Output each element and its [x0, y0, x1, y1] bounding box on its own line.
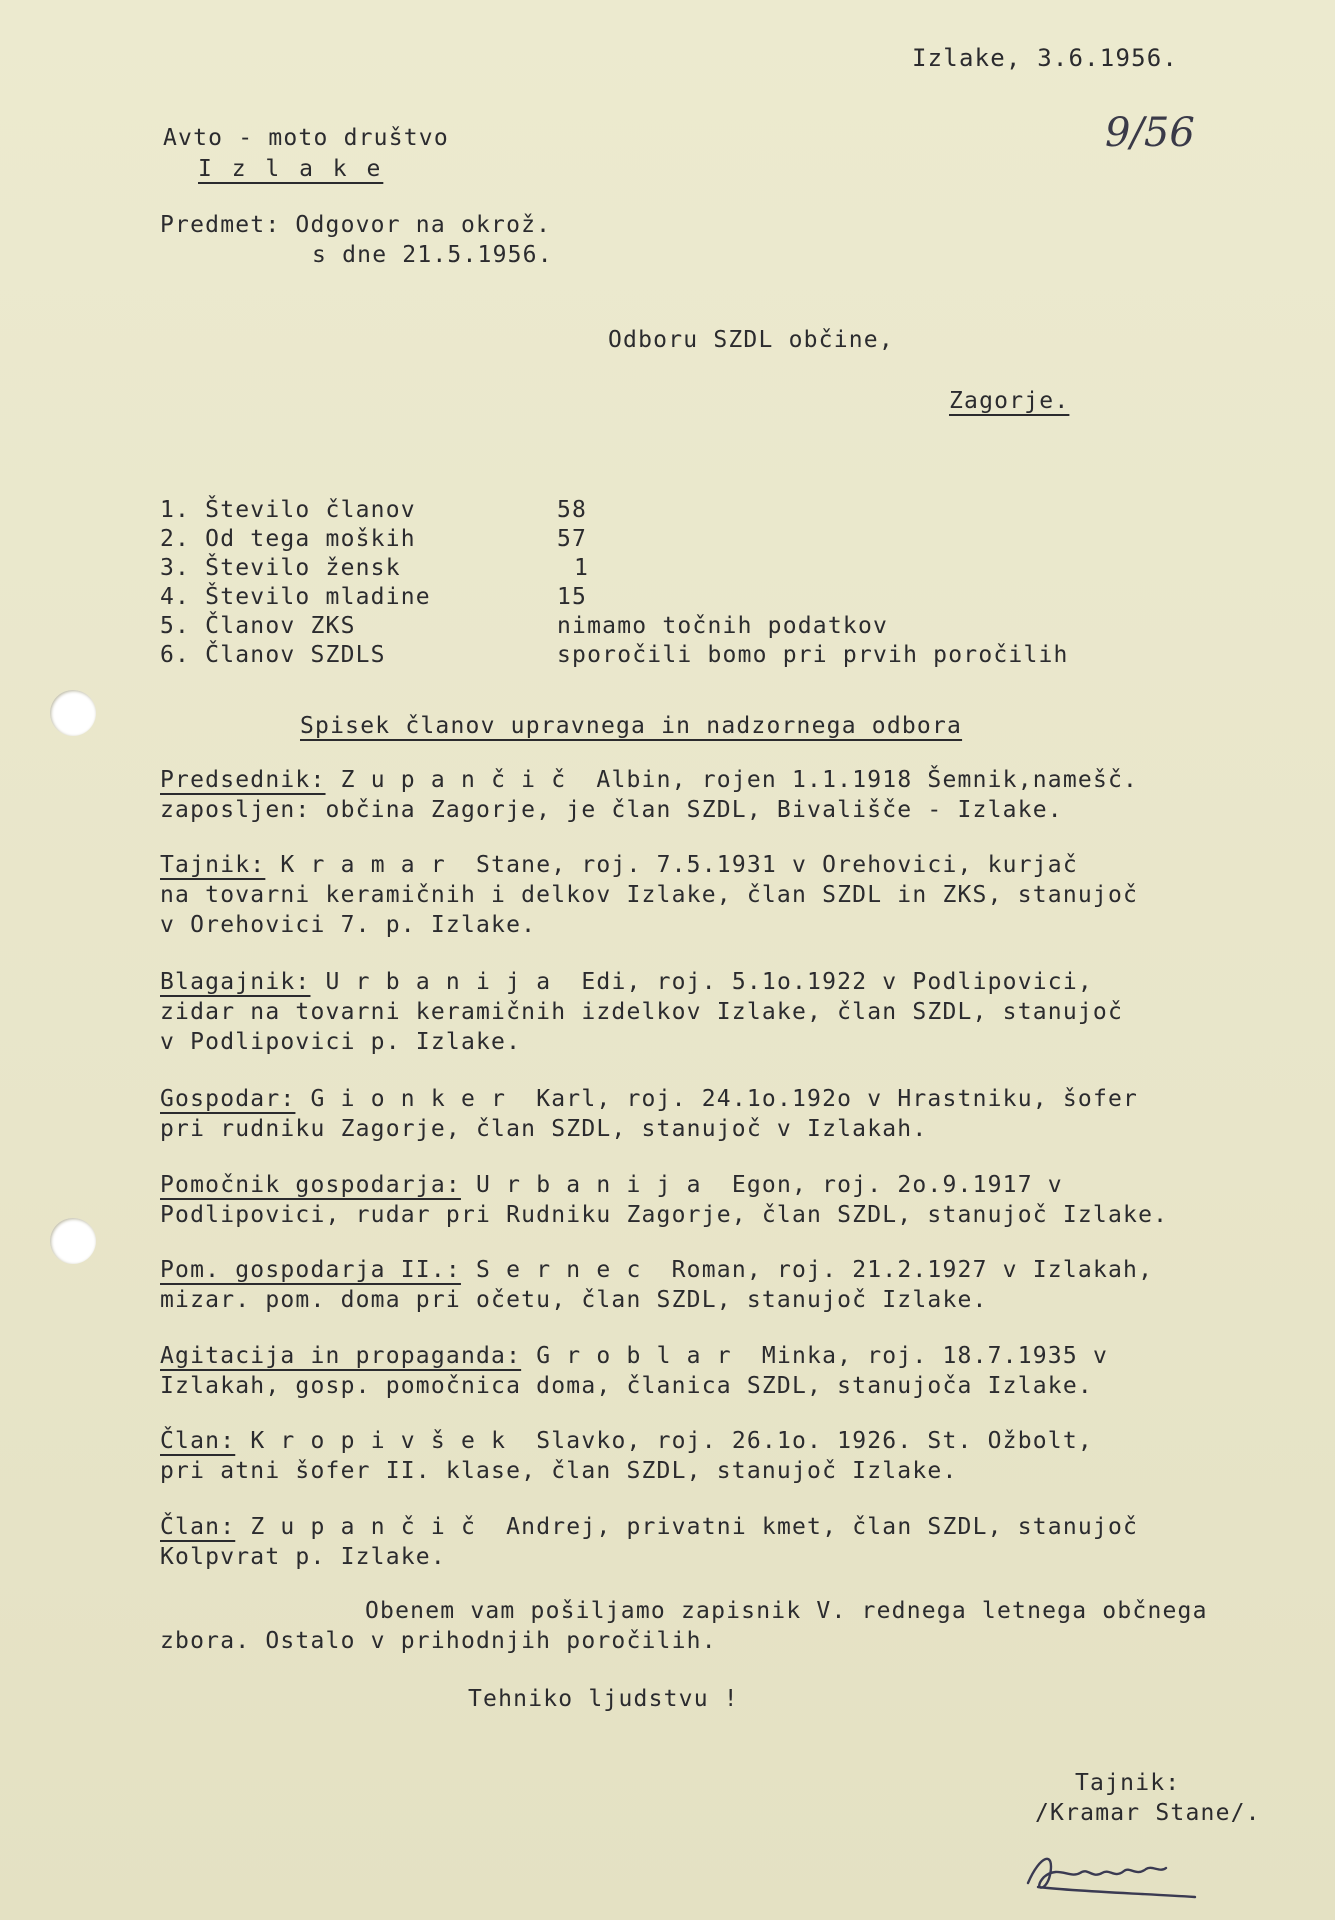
member-entry: [160, 1170, 1320, 1230]
stat-value: sporočili bomo pri prvih poročilih: [557, 642, 1069, 668]
member-entry: [160, 850, 1320, 940]
member-role: Pomočnik gospodarja:: [160, 1172, 461, 1198]
stat-label: 4. Število mladine: [160, 584, 431, 610]
stat-label: 3. Število žensk: [160, 555, 401, 581]
punch-hole: [50, 690, 96, 736]
member-entry: [160, 967, 1320, 1057]
member-line: pri rudniku Zagorje, član SZDL, stanujoč v Izlakah.: [160, 1116, 928, 1142]
member-entry: [160, 1084, 1320, 1144]
stat-label: 5. Članov ZKS: [160, 613, 356, 639]
stat-value: 58: [557, 497, 588, 523]
member-line: zaposljen: občina Zagorje, je član SZDL, Bivališče - Izlake.: [160, 797, 1063, 823]
member-line: pri atni šofer II. klase, član SZDL, stanujoč Izlake.: [160, 1458, 958, 1484]
member-line: G r o b l a r Minka, roj. 18.7.1935 v: [536, 1343, 1108, 1369]
stat-value: 15: [557, 584, 588, 610]
member-role: Gospodar:: [160, 1086, 296, 1112]
member-role: Agitacija in propaganda:: [160, 1343, 522, 1369]
member-line: v Orehovici 7. p. Izlake.: [160, 912, 537, 938]
member-line: K r a m a r Stane, roj. 7.5.1931 v Orehovici, kurjač: [280, 852, 1078, 878]
member-role: Blagajnik:: [160, 969, 311, 995]
member-line: v Podlipovici p. Izlake.: [160, 1029, 522, 1055]
member-line: G i o n k e r Karl, roj. 24.1o.192o v Hrastniku, šofer: [310, 1086, 1139, 1112]
sender-place: I z l a k e: [198, 156, 384, 182]
handwritten-signature: [1010, 1835, 1210, 1905]
member-role: Član:: [160, 1428, 236, 1454]
member-entry: [160, 1426, 1320, 1486]
list-title: Spisek članov upravnega in nadzornega odbora: [300, 713, 963, 739]
member-line: Podlipovici, rudar pri Rudniku Zagorje, član SZDL, stanujoč Izlake.: [160, 1202, 1169, 1228]
stat-label: 1. Število članov: [160, 497, 416, 523]
place-date: Izlake, 3.6.1956.: [912, 44, 1179, 72]
member-entry: [160, 1341, 1320, 1401]
member-role: Pom. gospodarja II.:: [160, 1257, 461, 1283]
stat-label: 2. Od tega moških: [160, 526, 416, 552]
punch-hole: [50, 1218, 96, 1264]
member-entry: [160, 1512, 1320, 1572]
stat-value: 57: [557, 526, 588, 552]
member-line: K r o p i v š e k Slavko, roj. 26.1o. 1926. St. Ožbolt,: [250, 1428, 1093, 1454]
recipient-place: Zagorje.: [949, 388, 1070, 414]
subject-line: Predmet: Odgovor na okrož.: [160, 212, 552, 238]
member-line: U r b a n i j a Egon, roj. 2o.9.1917 v: [476, 1172, 1063, 1198]
stat-label: 6. Članov SZDLS: [160, 642, 386, 668]
stat-value: 1: [574, 555, 590, 581]
member-line: S e r n e c Roman, roj. 21.2.1927 v Izlakah,: [476, 1257, 1154, 1283]
member-line: mizar. pom. doma pri očetu, član SZDL, stanujoč Izlake.: [160, 1287, 988, 1313]
subject-date: s dne 21.5.1956.: [312, 242, 553, 268]
signature-title: Tajnik:: [1075, 1770, 1181, 1796]
sender-name: Avto - moto društvo: [163, 125, 449, 151]
member-role: Predsednik:: [160, 767, 326, 793]
member-line: U r b a n i j a Edi, roj. 5.1o.1922 v Podlipovici,: [325, 969, 1093, 995]
member-line: na tovarni keramičnih i delkov Izlake, član SZDL in ZKS, stanujoč: [160, 882, 1139, 908]
member-line: zidar na tovarni keramičnih izdelkov Izlake, član SZDL, stanujoč: [160, 999, 1124, 1025]
member-line: Kolpvrat p. Izlake.: [160, 1544, 446, 1570]
greeting: Tehniko ljudstvu !: [468, 1686, 739, 1712]
signature-name: /Kramar Stane/.: [1035, 1800, 1261, 1826]
member-line: Izlakah, gosp. pomočnica doma, članica SZDL, stanujoča Izlake.: [160, 1373, 1093, 1399]
member-line: Z u p a n č i č Albin, rojen 1.1.1918 Šemnik,namešč.: [340, 767, 1139, 793]
closing-line: Obenem vam pošiljamo zapisnik V. rednega letnega občnega: [365, 1598, 1208, 1624]
member-role: Član:: [160, 1514, 236, 1540]
recipient: Odboru SZDL občine,: [608, 327, 894, 353]
closing-line: zbora. Ostalo v prihodnjih poročilih.: [160, 1628, 717, 1654]
member-line: Z u p a n č i č Andrej, privatni kmet, član SZDL, stanujoč: [250, 1514, 1139, 1540]
member-entry: [160, 765, 1320, 825]
handwritten-reference: 9/56: [1105, 110, 1195, 156]
stat-value: nimamo točnih podatkov: [557, 613, 889, 639]
member-entry: [160, 1255, 1320, 1315]
member-role: Tajnik:: [160, 852, 266, 878]
